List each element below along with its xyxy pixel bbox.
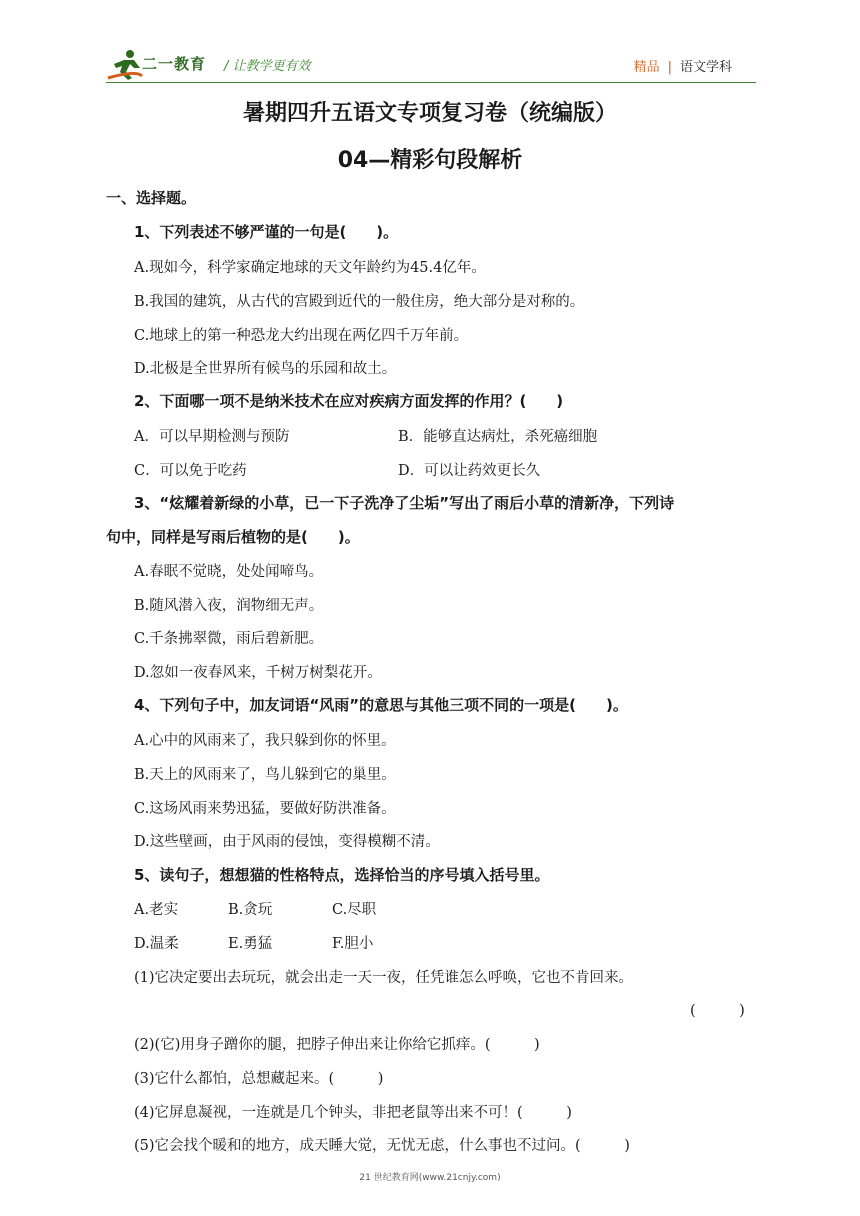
- question-5-choice-d: D.温柔: [134, 936, 179, 952]
- section-heading: 一、选择题。: [106, 189, 197, 207]
- question-5-sentence-1: (1)它决定要出去玩玩，就会出走一天一夜，任凭谁怎么呼唤，它也不肯回来。: [134, 970, 634, 986]
- question-3-stem-line2: 句中，同样是写雨后植物的是( )。: [106, 528, 360, 546]
- question-5-sentence-5: (5)它会找个暖和的地方，成天睡大觉，无忧无虑，什么事也不过问。( ): [134, 1138, 630, 1154]
- header-divider: [106, 82, 756, 83]
- page-subtitle: 04—精彩句段解析: [337, 148, 523, 173]
- tag-separator: |: [667, 60, 672, 75]
- page-title: 暑期四升五语文专项复习卷（统编版）: [242, 101, 617, 126]
- question-2-option-b: B．能够直达病灶，杀死癌细胞: [398, 429, 598, 445]
- quality-tag: 精品: [633, 60, 660, 75]
- question-4-option-b: B.天上的风雨来了，鸟儿躲到它的巢里。: [134, 767, 396, 783]
- question-1-option-d: D.北极是全世界所有候鸟的乐园和故土。: [134, 361, 397, 377]
- question-1-option-a: A.现如今，科学家确定地球的天文年龄约为45.4亿年。: [134, 260, 486, 276]
- question-5-sentence-3: (3)它什么都怕，总想藏起来。( ): [134, 1071, 384, 1087]
- question-5-sentence-4: (4)它屏息凝视，一连就是几个钟头，非把老鼠等出来不可！( ): [134, 1105, 572, 1121]
- question-5-choice-b: B.贪玩: [228, 902, 273, 918]
- logo-text: 二一教育: [142, 55, 207, 73]
- question-5-stem: 5、读句子，想想猫的性格特点，选择恰当的序号填入括号里。: [134, 866, 550, 884]
- question-1-option-c: C.地球上的第一种恐龙大约出现在两亿四千万年前。: [134, 328, 469, 344]
- question-2-option-a: A．可以早期检测与预防: [134, 429, 290, 445]
- question-4-stem: 4、下列句子中，加友词语“风雨”的意思与其他三项不同的一项是( )。: [134, 696, 628, 714]
- question-5-choice-a: A.老实: [134, 902, 179, 918]
- question-5-choice-c: C.尽职: [332, 902, 377, 918]
- question-5-choice-e: E.勇猛: [228, 936, 273, 952]
- page-footer: 21 世纪教育网(www.21cnjy.com): [359, 1173, 501, 1183]
- question-1-stem: 1、下列表述不够严谨的一句是( )。: [134, 223, 399, 241]
- question-3-option-b: B.随风潜入夜，润物细无声。: [134, 598, 324, 614]
- subject-tag: 语文学科: [679, 60, 732, 75]
- question-3-option-c: C.千条拂翠微，雨后碧新肥。: [134, 631, 324, 647]
- question-2-option-d: D．可以让药效更长久: [398, 463, 541, 479]
- question-5-sentence-2: (2)(它)用身子蹭你的腿，把脖子伸出来让你给它抓痒。( ): [134, 1037, 540, 1053]
- page-header: [0, 0, 860, 90]
- question-5-choice-f: F.胆小: [332, 936, 374, 952]
- question-3-option-a: A.春眠不觉晓，处处闻啼鸟。: [134, 564, 324, 580]
- slogan: / 让教学更有效: [224, 59, 311, 74]
- question-1-option-b: B.我国的建筑，从古代的宫殿到近代的一般住房，绝大部分是对称的。: [134, 294, 585, 310]
- question-3-stem-line1: 3、“炫耀着新绿的小草，已一下子洗净了尘垢”写出了雨后小草的清新净，下列诗: [134, 494, 675, 512]
- question-5-sentence-1-blank: ( ): [690, 1003, 745, 1019]
- question-2-stem: 2、下面哪一项不是纳米技术在应对疾病方面发挥的作用？( ): [134, 392, 564, 410]
- question-4-option-d: D.这些壁画，由于风雨的侵蚀，变得模糊不清。: [134, 834, 440, 850]
- question-3-option-d: D.忽如一夜春风来，千树万树梨花开。: [134, 665, 382, 681]
- question-4-option-a: A.心中的风雨来了，我只躲到你的怀里。: [134, 733, 396, 749]
- header-tag: [634, 56, 732, 75]
- question-4-option-c: C.这场风雨来势迅猛，要做好防洪准备。: [134, 801, 396, 817]
- question-2-option-c: C．可以免于吃药: [134, 463, 247, 479]
